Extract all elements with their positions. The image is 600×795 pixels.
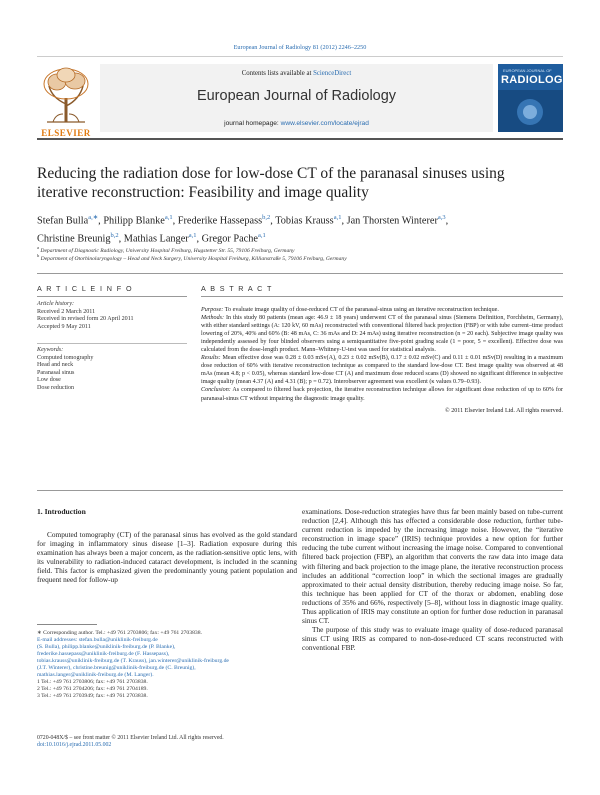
purpose-label: Purpose: xyxy=(201,307,224,313)
history-item: Received in revised form 20 April 2011 xyxy=(37,316,134,323)
abstract-conclusion xyxy=(201,386,563,402)
author: Tobias Krauss xyxy=(275,215,334,227)
abstract-copyright: © 2011 Elsevier Ireland Ltd. All rights reserved. xyxy=(445,407,563,414)
author: Philipp Blanke xyxy=(103,215,165,227)
abstract-results xyxy=(201,354,563,386)
article-info-heading: A R T I C L E I N F O xyxy=(37,284,133,293)
author: Stefan Bulla xyxy=(37,215,89,227)
abstract-end-rule xyxy=(37,490,563,491)
methods-text: In this study 80 patients (mean age: 46.9 ± 18 years) underwent CT of the paranasal sinus (Siemens Definition, Forchheim, Germany), with either standard settings (A: 120 kV, 60 mAs) reconstructed with conventional filtered back projection (FBP) or with tube current–time product lowering of 20%, 40% and 60% (B: 48 mAs, C: 36 mAs and D: 24 mAs) using iterative reconstruction (n = 20 each). Subjective image quality was independently assessed by four blinded observers using a semiquantitative five-point grading scale (1 = poor, 5 = excellent). Effective dose was calculated from the dose-length product. Mann–Whitney-U-test was used for statistical analysis. xyxy=(201,315,563,354)
author-sup[interactable]: a,1 xyxy=(188,232,197,240)
author-sup[interactable]: a,1 xyxy=(164,214,173,221)
journal-cover-thumbnail xyxy=(498,64,571,132)
cover-image xyxy=(498,90,563,132)
author-sup[interactable]: a,1 xyxy=(333,214,342,221)
title-line: Reducing the radiation dose for low-dose CT of the paranasal sinuses using xyxy=(37,165,505,182)
conclusion-text: As compared to filtered back projection, the iterative reconstruction technique allows for significant dose reduction of up to 60% for paranasal-sinus CT without impairing the diagnostic image quality. xyxy=(201,387,563,402)
results-text: Mean effective dose was 0.28 ± 0.03 mSv(A), 0.23 ± 0.02 mSv(B), 0.17 ± 0.02 mSv(C) and 0.11 ± 0.01 mSv(D) resulting in a maximum dose reduction of 60% with iterative reconstruction technique as compared to the standard low-dose CT. Best image quality was observed at 48 mAs (mean 4.8; p < 0.05), whereas standard low-dose CT (A) and maximum dose reduced scans (D) showed no significant difference in subjective image quality (mean 4.37 (A) and 4.31 (B); p = 0.72). Interobserver agreement was excellent (κ values 0.79–0.93). xyxy=(201,355,563,386)
author-sup[interactable]: a,∗ xyxy=(88,214,99,221)
title-line: iterative reconstruction: Feasibility and image quality xyxy=(37,183,369,201)
homepage-link[interactable]: www.elsevier.com/locate/ejrad xyxy=(280,120,369,127)
affiliation-sup: b xyxy=(37,253,40,258)
doi-link[interactable]: doi:10.1016/j.ejrad.2011.05.002 xyxy=(37,742,112,749)
intro-right-paragraph-2: The purpose of this study was to evaluate image quality of dose-reduced paranasal sinus CT using IRIS as compared to non-dose-reduced CT scans reconstructed with conventional FBP. xyxy=(302,625,563,653)
keyword: Low dose xyxy=(37,377,61,384)
conclusion-label: Conclusion: xyxy=(201,387,231,394)
history-item: Received 2 March 2011 xyxy=(37,308,96,315)
sciencedirect-link[interactable]: ScienceDirect xyxy=(313,70,352,77)
abstract-methods xyxy=(201,314,563,354)
article-title xyxy=(37,165,557,202)
homepage-prefix: journal homepage: xyxy=(224,120,281,127)
history-label: Article history: xyxy=(37,301,75,307)
keywords xyxy=(37,347,187,393)
footnote-line: 1 Tel.: +49 761 2703806; fax: +49 761 2703838. xyxy=(37,679,148,686)
history-item: Accepted 9 May 2011 xyxy=(37,323,91,330)
footnote-line: ∗ Corresponding author. Tel.: +49 761 2703806; fax: +49 761 2703838. xyxy=(37,630,203,636)
intro-right-paragraph-1: examinations. Dose-reduction strategies have thus far been mainly based on tube-current reduction [2,4]. Although this has effected a considerable dose reduction, further tube-current reduction is impeded by the increasing image noise. However, the “iterative reconstruction in image space” (IRIS) technique provides a new option for further reducing the tube current without increasing the image noise. Compared to conventional filtered back projection (FBP), an algorithm that converts the raw data into image data with filtering and back projection to the image plane, the iterative reconstruction process includes an additional “correction loop” in which the sectional images are gradually approximated to their actual density distribution, thereby reducing image noise. So far, this technique has been applied for CT of the thorax or abdomen, enabling dose reductions of 35% and 66%, respectively [5–8], without loss in diagnostic image quality. Thus application of IRIS may constitute an option for further dose reduction in paranasal sinus CT. xyxy=(302,507,563,626)
contents-prefix: Contents lists available at xyxy=(241,70,314,77)
author-sup[interactable]: b,2 xyxy=(262,214,271,221)
author-sup[interactable]: b,2 xyxy=(110,232,119,240)
section-rule xyxy=(37,273,563,274)
intro-heading: 1. Introduction xyxy=(37,507,86,516)
footnote-email[interactable]: frederike.hassepass@uniklinik-freiburg.de (F. Hassepass), xyxy=(37,651,170,658)
affiliation-text: Department of Otorhinolaryngology – Head and Neck Surgery, University Hospital Freiburg, Killianstraße 5, 79106 Freiburg, Germany xyxy=(40,255,347,262)
author: Christine Breunig xyxy=(37,233,111,245)
keyword: Computed tomography xyxy=(37,354,94,361)
intro-right-column xyxy=(302,507,563,653)
intro-left-column xyxy=(37,530,297,585)
author: Gregor Pache xyxy=(201,233,258,245)
author: Mathias Langer xyxy=(123,233,189,245)
abstract-heading: A B S T R A C T xyxy=(201,284,273,293)
header-rule-top xyxy=(37,56,563,57)
methods-label: Methods: xyxy=(201,315,225,322)
abstract-rule xyxy=(201,296,563,297)
article-info-rule xyxy=(37,296,187,297)
bottom-matter xyxy=(37,735,297,750)
abstract-body xyxy=(201,306,563,415)
footnote-email[interactable]: mathias.langer@uniklinik-freiburg.de (M. Langer). xyxy=(37,672,154,679)
keywords-label: Keywords: xyxy=(37,347,64,353)
journal-citation[interactable]: European Journal of Radiology 81 (2012) 2246–2250 xyxy=(233,44,367,51)
author-list: Stefan Bulla$^{a,∗}$, Philipp Blanke$^{a,1}$, Frederike Hassepass$^{b,2}$, Tobias Krauss$^{a,1}$, Jan Thorsten Winterer$^{a,3}$, Christine Breunig$^{b,2}$, Mathias Langer$^{a,1}$, Gregor Pache$^{a,1}$ xyxy=(37,214,449,245)
header-rule-bottom xyxy=(37,138,563,140)
affiliation-sup: a xyxy=(37,245,39,250)
author-sup[interactable]: a,3 xyxy=(437,214,446,221)
author: Jan Thorsten Winterer xyxy=(346,215,438,227)
purpose-text: To evaluate image quality of dose-reduced CT of the paranasal-sinus using an iterative reconstruction technique. xyxy=(223,307,499,313)
author: Frederike Hassepass xyxy=(177,215,263,227)
footnote-email[interactable]: (S. Bulla), philipp.blanke@uniklinik-freiburg.de (P. Blanke), xyxy=(37,644,176,651)
journal-homepage xyxy=(100,120,493,127)
keyword: Dose reduction xyxy=(37,384,75,391)
footnote-email[interactable]: E-mail addresses: stefan.bulla@uniklinik-freiburg.de xyxy=(37,637,158,644)
affiliation xyxy=(37,253,563,262)
keywords-rule xyxy=(37,343,187,344)
journal-name: European Journal of Radiology xyxy=(196,88,397,104)
results-label: Results: xyxy=(201,355,221,362)
footnote-email[interactable]: tobias.krauss@uniklinik-freiburg.de (T. Krauss), jan.winterer@uniklinik-freiburg.de xyxy=(37,658,229,665)
elsevier-tree-logo xyxy=(37,64,95,128)
affiliation-text: Department of Diagnostic Radiology, University Hospital Freiburg, Hugstetter Str. 55, 79106 Freiburg, Germany xyxy=(40,247,295,254)
abstract-purpose xyxy=(201,306,563,314)
keyword: Paranasal sinus xyxy=(37,369,75,376)
footnote-line: 3 Tel.: +49 761 2703949; fax: +49 761 2703838. xyxy=(37,693,148,700)
cover-title: RADIOLOGY xyxy=(501,74,571,86)
footnote-line: 2 Tel.: +49 761 2704206; fax: +49 761 2704189. xyxy=(37,686,148,693)
author-sup[interactable]: a,1 xyxy=(257,232,266,240)
cover-subtitle: EUROPEAN JOURNAL OF xyxy=(503,68,552,73)
issn-line: 0720-048X/$ – see front matter © 2011 Elsevier Ireland Ltd. All rights reserved. xyxy=(37,735,224,741)
footnote-rule xyxy=(37,624,97,625)
article-history xyxy=(37,301,187,331)
publisher-name: ELSEVIER xyxy=(41,128,91,138)
footnotes xyxy=(37,630,297,700)
footnote-email[interactable]: (J.T. Winterer), christine.breunig@uniklinik-freiburg.de (C. Breunig), xyxy=(37,665,196,672)
keyword: Head and neck xyxy=(37,362,74,369)
contents-line xyxy=(100,70,493,77)
intro-left-paragraph: Computed tomography (CT) of the paranasal sinus has evolved as the gold standard for imaging in inflammatory sinus disease [1–3]. Radiation exposure during this examination has always been a major concern, as the radiation-sensitive optic lens, with its vulnerability to radiation-induced cataract development, is included in the scanning field. This factor is emphasized given the predominantly young patient population and frequent need for follow-up xyxy=(37,530,297,585)
